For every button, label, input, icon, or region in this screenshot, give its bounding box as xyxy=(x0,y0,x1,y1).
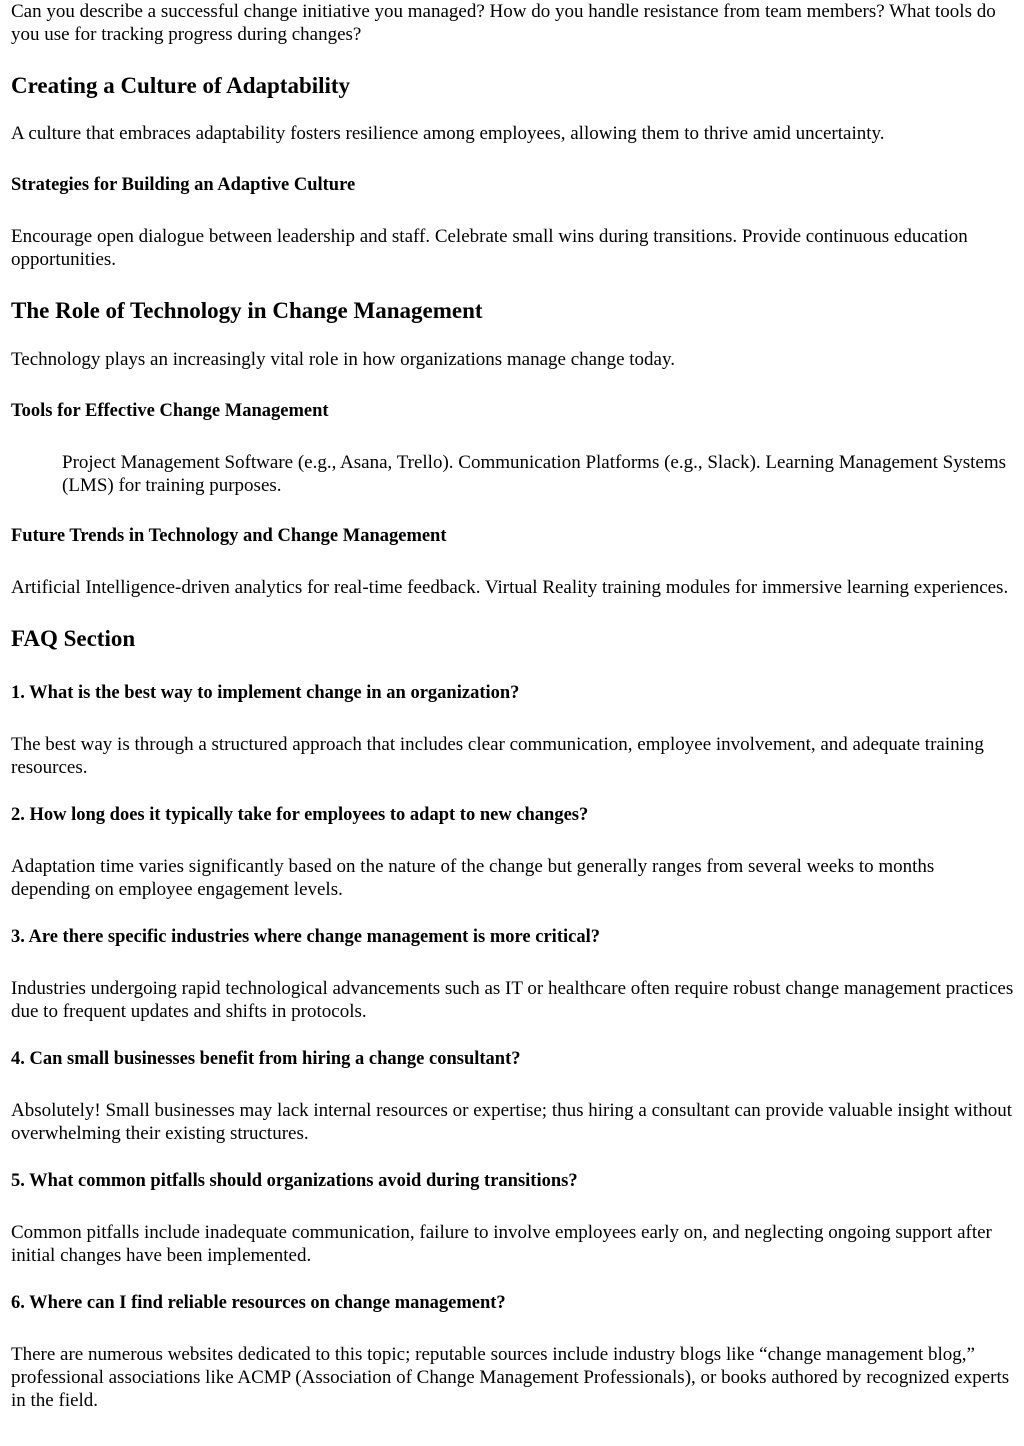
technology-paragraph: Technology plays an increasingly vital role in how organizations manage change today. xyxy=(11,349,675,370)
strategies-heading: Strategies for Building an Adaptive Culture xyxy=(11,175,356,195)
faq-answer: Industries undergoing rapid technological advancements such as IT or healthcare often require robust change management practices due to frequent updates and shifts in protocols. xyxy=(11,978,1014,1022)
faq-answer: Absolutely! Small businesses may lack internal resources or expertise; thus hiring a consultant can provide valuable insight without overwhelming their existing structures. xyxy=(11,1100,1012,1144)
faq-answer: Common pitfalls include inadequate communication, failure to involve employees early on, and neglecting ongoing support after initial changes have been implemented. xyxy=(11,1222,992,1266)
culture-paragraph: A culture that embraces adaptability fosters resilience among employees, allowing them to thrive amid uncertainty. xyxy=(11,123,885,144)
tools-blockquote: Project Management Software (e.g., Asana, Trello). Communication Platforms (e.g., Slack). Learning Management Systems (LMS) for training purposes. xyxy=(62,452,1006,496)
faq-heading: FAQ Section xyxy=(11,626,136,651)
future-trends-paragraph: Artificial Intelligence-driven analytics for real-time feedback. Virtual Reality training modules for immersive learning experiences. xyxy=(11,577,1009,598)
faq-answer: There are numerous websites dedicated to this topic; reputable sources include industry blogs like “change management blog,” professional associations like ACMP (Association of Change Management Professionals), or books authored by recognized experts in the field. xyxy=(11,1344,1010,1411)
faq-question: 1. What is the best way to implement change in an organization? xyxy=(11,683,520,703)
faq-question: 2. How long does it typically take for employees to adapt to new changes? xyxy=(11,805,589,825)
faq-question: 3. Are there specific industries where change management is more critical? xyxy=(11,927,600,947)
faq-question: 6. Where can I find reliable resources on change management? xyxy=(11,1293,506,1313)
article-content xyxy=(11,0,1016,1412)
tools-heading: Tools for Effective Change Management xyxy=(11,401,329,421)
faq-answer: Adaptation time varies significantly based on the nature of the change but generally ranges from several weeks to months depending on employee engagement levels. xyxy=(11,856,935,900)
faq-question: 4. Can small businesses benefit from hiring a change consultant? xyxy=(11,1049,521,1069)
culture-heading: Creating a Culture of Adaptability xyxy=(11,73,351,98)
strategies-paragraph: Encourage open dialogue between leadership and staff. Celebrate small wins during transitions. Provide continuous education opportunities. xyxy=(11,226,968,270)
faq-answer: The best way is through a structured approach that includes clear communication, employee involvement, and adequate training resources. xyxy=(11,734,984,778)
faq-question: 5. What common pitfalls should organizations avoid during transitions? xyxy=(11,1171,578,1191)
intro-questions-text: Can you describe a successful change initiative you managed? How do you handle resistance from team members? What tools do you use for tracking progress during changes? xyxy=(11,1,996,45)
technology-heading: The Role of Technology in Change Management xyxy=(11,298,483,323)
future-trends-heading: Future Trends in Technology and Change Management xyxy=(11,526,447,546)
